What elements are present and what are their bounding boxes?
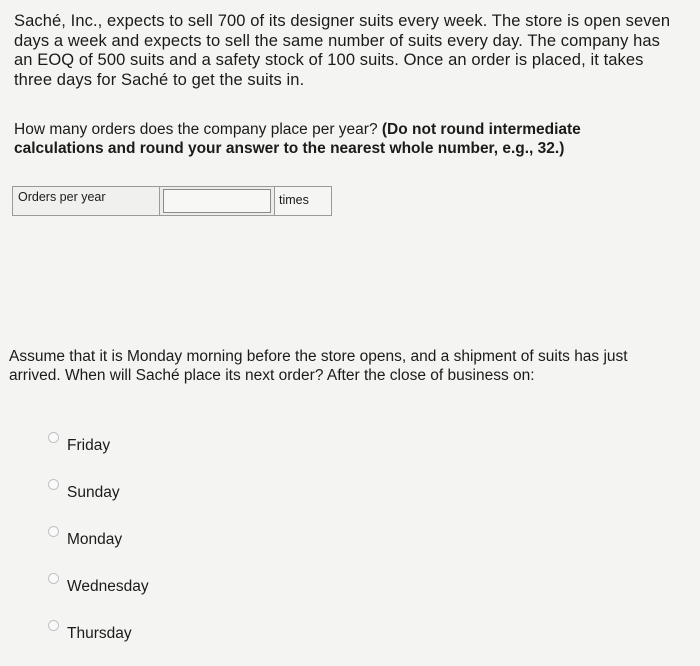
option-label: Thursday	[67, 624, 132, 642]
next-order-day-options	[48, 420, 149, 655]
question-1-rounding-note: (Do not round intermediate calculations and round your answer to the nearest whole number, e.g., 32.)	[14, 121, 581, 157]
orders-per-year-input[interactable]	[163, 189, 271, 213]
question-1	[14, 120, 664, 158]
option-label: Sunday	[67, 483, 120, 501]
answer-label: Orders per year	[13, 187, 160, 215]
answer-unit: times	[274, 187, 331, 215]
answer-row-orders-per-year	[12, 186, 332, 216]
problem-statement: Saché, Inc., expects to sell 700 of its designer suits every week. The store is open seven days a week and expects to sell the same number of suits every day. The company has an EOQ of 500 suits and a safety stock of 100 suits. Once an order is placed, it takes three days for Saché to get the suits in.	[14, 12, 671, 89]
option-monday[interactable]	[48, 514, 149, 561]
option-label: Monday	[67, 530, 123, 548]
option-sunday[interactable]	[48, 467, 149, 514]
radio-button[interactable]	[48, 479, 59, 490]
radio-button[interactable]	[48, 573, 59, 584]
option-thursday[interactable]	[48, 608, 149, 655]
radio-button[interactable]	[48, 526, 59, 537]
question-2: Assume that it is Monday morning before the store opens, and a shipment of suits has just arrived. When will Saché place its next order? After the close of business on:	[9, 348, 628, 384]
option-label: Wednesday	[67, 577, 149, 595]
radio-button[interactable]	[48, 432, 59, 443]
option-wednesday[interactable]	[48, 561, 149, 608]
option-friday[interactable]	[48, 420, 149, 467]
question-1-text: How many orders does the company place per year?	[14, 121, 378, 138]
radio-button[interactable]	[48, 620, 59, 631]
option-label: Friday	[67, 436, 111, 454]
